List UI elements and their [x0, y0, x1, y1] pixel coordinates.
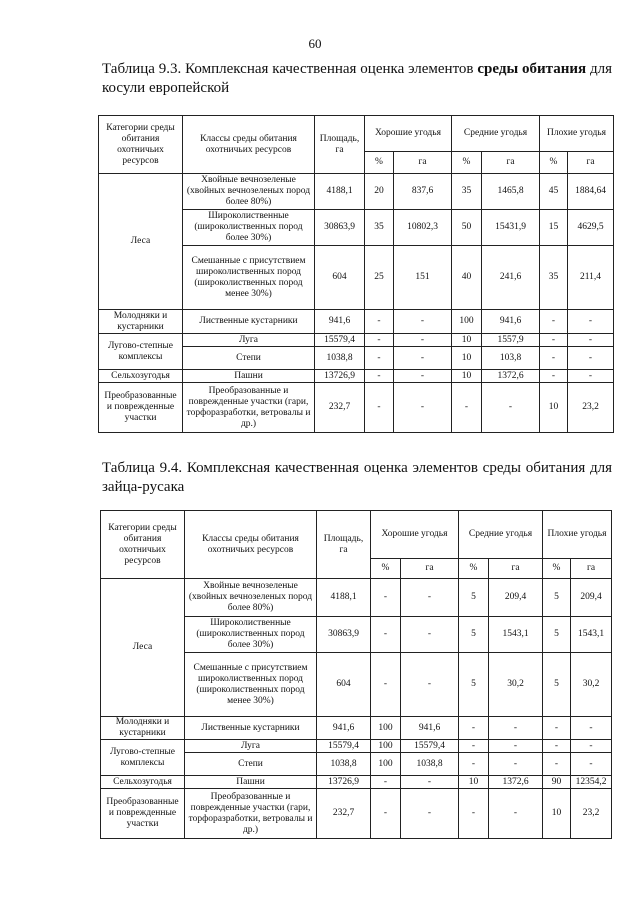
- category-cell: Лугово-степные комплексы: [101, 740, 185, 776]
- category-cell: Леса: [99, 174, 183, 310]
- caption-tail: для косули европейской: [102, 61, 612, 96]
- header-percent: %: [365, 152, 394, 174]
- header-percent: %: [459, 559, 489, 579]
- medium-percent-cell: -: [459, 717, 489, 740]
- good-percent-cell: -: [365, 383, 394, 433]
- bad-ha-cell: -: [571, 753, 612, 776]
- good-percent-cell: 100: [371, 753, 401, 776]
- good-percent-cell: -: [371, 789, 401, 839]
- header-good: Хорошие угодья: [371, 511, 459, 559]
- medium-ha-cell: -: [489, 740, 543, 753]
- page-number: 60: [308, 36, 322, 51]
- bad-percent-cell: -: [540, 347, 568, 370]
- good-ha-cell: 151: [394, 246, 452, 310]
- good-percent-cell: -: [371, 653, 401, 717]
- medium-ha-cell: 1543,1: [489, 617, 543, 653]
- bad-ha-cell: 23,2: [571, 789, 612, 839]
- category-cell: Преобразованные и поврежденные участки: [101, 789, 185, 839]
- header-area: Площадь, га: [315, 116, 365, 174]
- bad-ha-cell: -: [568, 347, 614, 370]
- area-cell: 941,6: [317, 717, 371, 740]
- medium-ha-cell: 30,2: [489, 653, 543, 717]
- bad-ha-cell: 4629,5: [568, 210, 614, 246]
- bad-ha-cell: -: [568, 310, 614, 334]
- category-cell: Молодняки и кустарники: [99, 310, 183, 334]
- table-row: [99, 174, 614, 210]
- header-area: Площадь, га: [317, 511, 371, 579]
- area-cell: 604: [315, 246, 365, 310]
- good-ha-cell: -: [394, 334, 452, 347]
- class-cell: Широколиственные (широколиственных пород более 30%): [183, 210, 315, 246]
- medium-ha-cell: 941,6: [482, 310, 540, 334]
- class-cell: Хвойные вечнозеленые (хвойных вечнозеленых пород более 80%): [183, 174, 315, 210]
- medium-ha-cell: 103,8: [482, 347, 540, 370]
- area-cell: 232,7: [317, 789, 371, 839]
- bad-ha-cell: 23,2: [568, 383, 614, 433]
- header-hectares: га: [489, 559, 543, 579]
- table-caption: [102, 60, 612, 98]
- class-cell: Смешанные с присутствием широколиственных пород (широколиственных пород менее 30%): [185, 653, 317, 717]
- medium-ha-cell: 15431,9: [482, 210, 540, 246]
- header-hectares: га: [394, 152, 452, 174]
- bad-ha-cell: -: [568, 334, 614, 347]
- medium-ha-cell: 241,6: [482, 246, 540, 310]
- bad-percent-cell: -: [540, 310, 568, 334]
- class-cell: Луга: [185, 740, 317, 753]
- medium-ha-cell: -: [489, 789, 543, 839]
- area-cell: 604: [317, 653, 371, 717]
- medium-percent-cell: 35: [452, 174, 482, 210]
- bad-percent-cell: -: [543, 753, 571, 776]
- class-cell: Лиственные кустарники: [183, 310, 315, 334]
- area-cell: 232,7: [315, 383, 365, 433]
- table-row: [99, 370, 614, 383]
- class-cell: Смешанные с присутствием широколиственных пород (широколиственных пород менее 30%): [183, 246, 315, 310]
- category-cell: Сельхозугодья: [101, 776, 185, 789]
- good-ha-cell: 10802,3: [394, 210, 452, 246]
- good-ha-cell: -: [394, 370, 452, 383]
- header-bad: Плохие угодья: [543, 511, 612, 559]
- class-cell: Лиственные кустарники: [185, 717, 317, 740]
- bad-percent-cell: 5: [543, 617, 571, 653]
- bad-percent-cell: 10: [540, 383, 568, 433]
- medium-percent-cell: 5: [459, 653, 489, 717]
- table-row: [99, 310, 614, 334]
- bad-ha-cell: -: [568, 370, 614, 383]
- table-row: [101, 789, 612, 839]
- good-percent-cell: 100: [371, 717, 401, 740]
- header-percent: %: [371, 559, 401, 579]
- medium-ha-cell: -: [482, 383, 540, 433]
- header-medium: Средние угодья: [452, 116, 540, 152]
- header-class: Классы среды обитания охотничьих ресурсов: [185, 511, 317, 579]
- bad-percent-cell: 10: [543, 789, 571, 839]
- medium-percent-cell: 40: [452, 246, 482, 310]
- category-cell: Леса: [101, 579, 185, 717]
- area-cell: 15579,4: [315, 334, 365, 347]
- bad-percent-cell: 35: [540, 246, 568, 310]
- good-percent-cell: 25: [365, 246, 394, 310]
- medium-percent-cell: -: [459, 753, 489, 776]
- class-cell: Пашни: [183, 370, 315, 383]
- good-percent-cell: -: [371, 617, 401, 653]
- habitat-table-hare: [100, 510, 612, 839]
- area-cell: 13726,9: [315, 370, 365, 383]
- good-percent-cell: -: [365, 334, 394, 347]
- header-bad: Плохие угодья: [540, 116, 614, 152]
- bad-percent-cell: 15: [540, 210, 568, 246]
- category-cell: Сельхозугодья: [99, 370, 183, 383]
- medium-ha-cell: 1557,9: [482, 334, 540, 347]
- good-ha-cell: -: [401, 653, 459, 717]
- good-ha-cell: -: [401, 617, 459, 653]
- header-good: Хорошие угодья: [365, 116, 452, 152]
- header-category: Категории среды обитания охотничьих ресурсов: [101, 511, 185, 579]
- header-percent: %: [540, 152, 568, 174]
- class-cell: Луга: [183, 334, 315, 347]
- class-cell: Преобразованные и поврежденные участки (гари, торфоразработки, ветровалы и др.): [183, 383, 315, 433]
- class-cell: Степи: [185, 753, 317, 776]
- header-hectares: га: [568, 152, 614, 174]
- good-percent-cell: 35: [365, 210, 394, 246]
- bad-percent-cell: -: [540, 370, 568, 383]
- medium-percent-cell: -: [452, 383, 482, 433]
- class-cell: Пашни: [185, 776, 317, 789]
- good-percent-cell: -: [371, 579, 401, 617]
- class-cell: Преобразованные и поврежденные участки (гари, торфоразработки, ветровалы и др.): [185, 789, 317, 839]
- medium-ha-cell: -: [489, 753, 543, 776]
- good-percent-cell: 20: [365, 174, 394, 210]
- table-caption: [102, 459, 612, 497]
- header-class: Классы среды обитания охотничьих ресурсов: [183, 116, 315, 174]
- bad-percent-cell: -: [543, 717, 571, 740]
- area-cell: 1038,8: [317, 753, 371, 776]
- bad-ha-cell: 12354,2: [571, 776, 612, 789]
- good-percent-cell: -: [365, 370, 394, 383]
- area-cell: 30863,9: [315, 210, 365, 246]
- class-cell: Степи: [183, 347, 315, 370]
- caption-text: Таблица 9.3. Комплексная качественная оценка элементов: [102, 61, 478, 77]
- good-ha-cell: -: [401, 789, 459, 839]
- bad-ha-cell: 1543,1: [571, 617, 612, 653]
- medium-percent-cell: 100: [452, 310, 482, 334]
- good-ha-cell: 1038,8: [401, 753, 459, 776]
- bad-ha-cell: 211,4: [568, 246, 614, 310]
- area-cell: 941,6: [315, 310, 365, 334]
- good-percent-cell: 100: [371, 740, 401, 753]
- medium-percent-cell: 5: [459, 579, 489, 617]
- caption-text: Таблица 9.4. Комплексная качественная оценка элементов среды обитания для зайца-русака: [102, 460, 612, 495]
- medium-percent-cell: -: [459, 740, 489, 753]
- bad-percent-cell: -: [540, 334, 568, 347]
- medium-percent-cell: 10: [452, 334, 482, 347]
- medium-ha-cell: 1372,6: [482, 370, 540, 383]
- table-row: [101, 717, 612, 740]
- class-cell: Широколиственные (широколиственных пород более 30%): [185, 617, 317, 653]
- medium-ha-cell: 1372,6: [489, 776, 543, 789]
- good-ha-cell: -: [401, 776, 459, 789]
- area-cell: 13726,9: [317, 776, 371, 789]
- table-row: [99, 334, 614, 347]
- bad-ha-cell: -: [571, 740, 612, 753]
- good-ha-cell: -: [401, 579, 459, 617]
- good-ha-cell: 941,6: [401, 717, 459, 740]
- medium-ha-cell: 1465,8: [482, 174, 540, 210]
- medium-percent-cell: 10: [459, 776, 489, 789]
- good-ha-cell: -: [394, 347, 452, 370]
- category-cell: Молодняки и кустарники: [101, 717, 185, 740]
- category-cell: Лугово-степные комплексы: [99, 334, 183, 370]
- category-cell: Преобразованные и поврежденные участки: [99, 383, 183, 433]
- medium-percent-cell: 50: [452, 210, 482, 246]
- bad-ha-cell: -: [571, 717, 612, 740]
- table-row: [99, 383, 614, 433]
- header-percent: %: [452, 152, 482, 174]
- medium-ha-cell: 209,4: [489, 579, 543, 617]
- bad-percent-cell: 90: [543, 776, 571, 789]
- area-cell: 30863,9: [317, 617, 371, 653]
- header-category: Категории среды обитания охотничьих ресурсов: [99, 116, 183, 174]
- medium-percent-cell: 5: [459, 617, 489, 653]
- area-cell: 4188,1: [315, 174, 365, 210]
- good-ha-cell: 837,6: [394, 174, 452, 210]
- bad-ha-cell: 30,2: [571, 653, 612, 717]
- bad-percent-cell: 45: [540, 174, 568, 210]
- table-row: [101, 776, 612, 789]
- good-ha-cell: -: [394, 383, 452, 433]
- area-cell: 1038,8: [315, 347, 365, 370]
- bad-percent-cell: -: [543, 740, 571, 753]
- area-cell: 4188,1: [317, 579, 371, 617]
- bad-percent-cell: 5: [543, 653, 571, 717]
- good-percent-cell: -: [365, 347, 394, 370]
- header-percent: %: [543, 559, 571, 579]
- class-cell: Хвойные вечнозеленые (хвойных вечнозеленых пород более 80%): [185, 579, 317, 617]
- area-cell: 15579,4: [317, 740, 371, 753]
- medium-percent-cell: -: [459, 789, 489, 839]
- good-ha-cell: 15579,4: [401, 740, 459, 753]
- good-ha-cell: -: [394, 310, 452, 334]
- medium-percent-cell: 10: [452, 347, 482, 370]
- table-row: [101, 579, 612, 617]
- medium-ha-cell: -: [489, 717, 543, 740]
- header-hectares: га: [571, 559, 612, 579]
- bad-percent-cell: 5: [543, 579, 571, 617]
- medium-percent-cell: 10: [452, 370, 482, 383]
- bad-ha-cell: 209,4: [571, 579, 612, 617]
- good-percent-cell: -: [365, 310, 394, 334]
- good-percent-cell: -: [371, 776, 401, 789]
- caption-emphasis: среды обитания: [477, 61, 587, 77]
- table-row: [101, 740, 612, 753]
- habitat-table-roe-deer: [98, 115, 614, 433]
- bad-ha-cell: 1884,64: [568, 174, 614, 210]
- header-hectares: га: [401, 559, 459, 579]
- header-medium: Средние угодья: [459, 511, 543, 559]
- header-hectares: га: [482, 152, 540, 174]
